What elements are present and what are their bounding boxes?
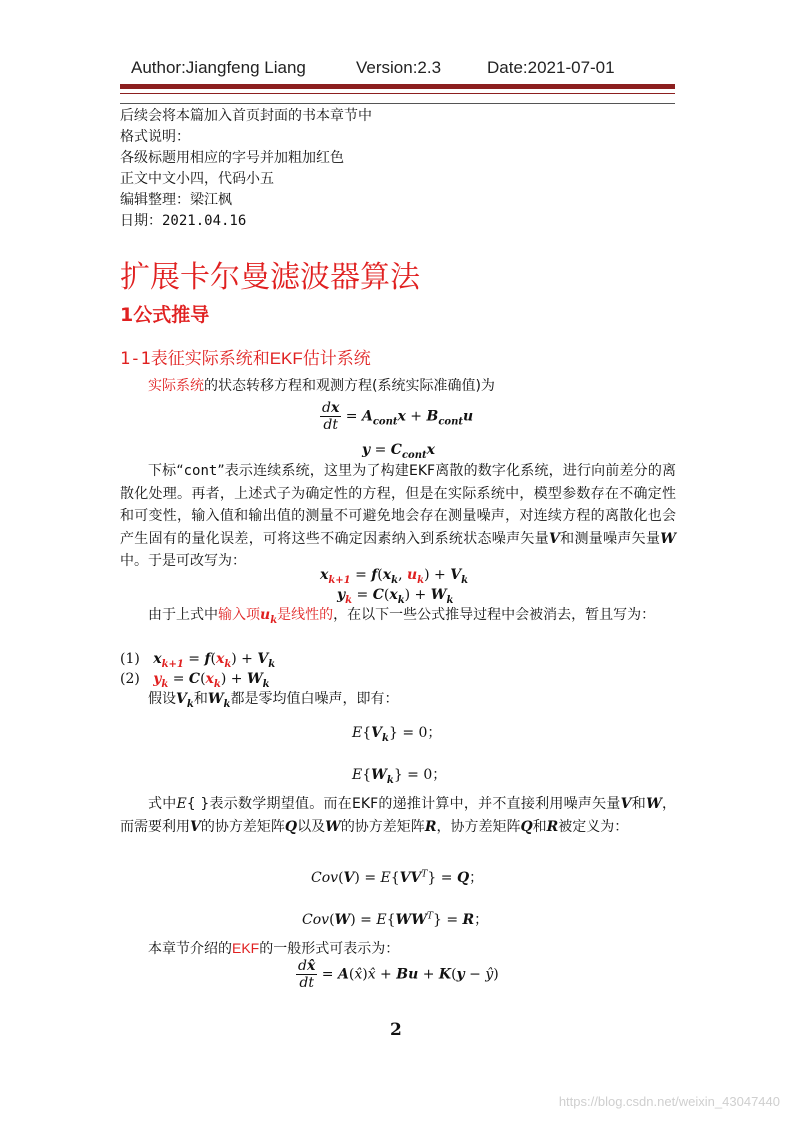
paragraph-4: 假设$V_k$和$W_k$都是零均值白噪声，即有： (148, 691, 399, 710)
p5-t7: 的协方差矩阵 (340, 818, 425, 835)
p5-t1: 式中 (148, 796, 177, 812)
paragraph-1 (120, 375, 676, 398)
p2-code: cont (183, 463, 218, 479)
equation-state-discrete: $x_{k+1} = f(x_k$, $u_k) + V_k$ (320, 567, 468, 586)
equation-expect-v: $E\{V_k\} = 0$； (352, 725, 442, 744)
p6-t2: 的一般形式可表示为： (259, 941, 400, 957)
note-line-2: 格式说明： (120, 129, 190, 145)
p6-t1: 本章节介绍的 (148, 941, 232, 957)
subsection-rest: 估计系统 (302, 349, 371, 369)
equation-expect-w: $E\{W_k\} = 0$； (352, 767, 447, 786)
note-date-value: 2021.04.16 (162, 213, 247, 229)
p3-t1: 由于上式中 (148, 607, 218, 623)
p3-red1: 输入项 (218, 607, 260, 623)
header-date: Date:2021-07-01 (487, 58, 615, 77)
p2-t2: ”表示连续系统，这里为了构建EKF离散的数字化系统，进行向前差分的离散化处理。再者，上述式子为确定性的方程，但是在实际系统中，模型参数存在不确定性和可变性，输入值和输出值的测量不可避免地会存在测量噪声，对连续方程的离散化也会产生固有的量化误差，可将这些不确定因素纳入到系统状态噪声矢量 (120, 463, 676, 547)
equation-1: (1) $x_{k+1} = f(x_k) + V_k$ (120, 651, 276, 670)
equation-output-continuous: $y = C_{cont}x$ (362, 442, 435, 461)
paragraph-3: 由于上式中输入项$u_k$是线性的，在以下一些公式推导过程中会被消去，暂且写为： (148, 607, 656, 626)
equation-cov-v: $Cov(V) = E\{VV^T\} = Q$； (311, 869, 484, 886)
note-date-line (120, 211, 246, 231)
equation-2: (2) $y_k = C(x_k) + W_k$ (120, 671, 270, 690)
p6-red: EKF (232, 940, 260, 956)
p2-t4: 中。于是可改写为： (120, 553, 246, 569)
p3-t2: ，在以下一些公式推导过程中会被消去，暂且写为： (333, 607, 656, 623)
p1-text: 的状态转移方程和观测方程(系统实际准确值)为 (204, 378, 495, 394)
paragraph-5: 式中E{ }表示数学期望值。而在EKF的递推计算中，并不直接利用噪声矢量V和W，而需要利用V的协方差矩阵Q以及W的协方差矩阵R，协方差矩阵Q和R被定义为： (120, 796, 677, 835)
header-author: Author:Jiangfeng Liang (131, 58, 306, 77)
subsection-ekf: EKF (269, 349, 303, 368)
header-version: Version:2.3 (356, 58, 442, 77)
note-line-3: 各级标题用相应的字号并加粗加红色 (120, 150, 344, 166)
p5-t9: 和 (532, 818, 547, 835)
header-rule-bottom (120, 103, 675, 104)
equation-1-label: (1) (120, 651, 140, 667)
p4-t1: 假设 (148, 691, 176, 707)
note-line-5: 编辑整理：梁江枫 (120, 192, 232, 208)
p5-t6: 以及 (297, 818, 326, 835)
page-title: 扩展卡尔曼滤波器算法 (120, 260, 420, 295)
subsection-number: 1-1 (120, 349, 151, 369)
p2-t1: 下标“ (148, 463, 184, 479)
equation-output-discrete: $y_k = C(x_k) + W_k$ (337, 587, 454, 606)
header-rule-thick (120, 84, 675, 89)
p5-t4: ，而需要利用 (120, 796, 677, 835)
p5-t2: 表示数学期望值。而在EKF的递推计算中，并不直接利用噪声矢量 (209, 796, 621, 812)
watermark: https://blog.csdn.net/weixin_43047440 (558, 1094, 780, 1109)
subsection-heading (120, 344, 371, 369)
equation-ekf-general: $\frac{dx̂}{dt}$ = A(x̂)x̂ + Bu + K(y − ŷ) (298, 958, 499, 991)
p1-red: 实际系统 (148, 378, 204, 394)
p3-red2: 是线性的 (277, 607, 334, 623)
subsection-text: 表征实际系统和 (150, 349, 270, 369)
p5-t8: ，协方差矩阵 (436, 818, 521, 835)
p4-t2: 和 (193, 691, 208, 707)
p2-t3: 和测量噪声矢量 (559, 530, 661, 547)
note-date-label: 日期： (120, 213, 162, 229)
section-heading: 1公式推导 (120, 304, 210, 326)
paragraph-6 (120, 937, 676, 961)
p5-t5: 的协方差矩阵 (200, 818, 285, 835)
header-rule-thin (120, 93, 675, 94)
paragraph-2: 下标“cont”表示连续系统，这里为了构建EKF离散的数字化系统，进行向前差分的离散化处理。再者，上述式子为确定性的方程，但是在实际系统中，模型参数存在不确定性和可变性，输入值和输出值的测量不可避免地会存在测量噪声，对连续方程的离散化也会产生固有的量化误差，可将这些不确定因素纳入到系统状态噪声矢量V和测量噪声矢量W中。于是可改写为： (120, 463, 677, 569)
note-line-1: 后续会将本篇加入首页封面的书本章节中 (120, 108, 372, 124)
equation-cov-w: $Cov(W) = E\{WW^T\} = R$； (302, 911, 489, 928)
page-number: 2 (390, 1020, 402, 1040)
equation-2-label: (2) (120, 671, 140, 687)
equation-state-continuous: $\frac{dx}{dt}$ = $A_{cont}x + B_{cont}u$ (322, 400, 474, 433)
p4-t3: 都是零均值白噪声，即有： (230, 691, 399, 707)
p5-t10: 被定义为： (558, 818, 629, 835)
p5-t3: 和 (631, 796, 647, 812)
note-line-4: 正文中文小四，代码小五 (120, 171, 274, 187)
